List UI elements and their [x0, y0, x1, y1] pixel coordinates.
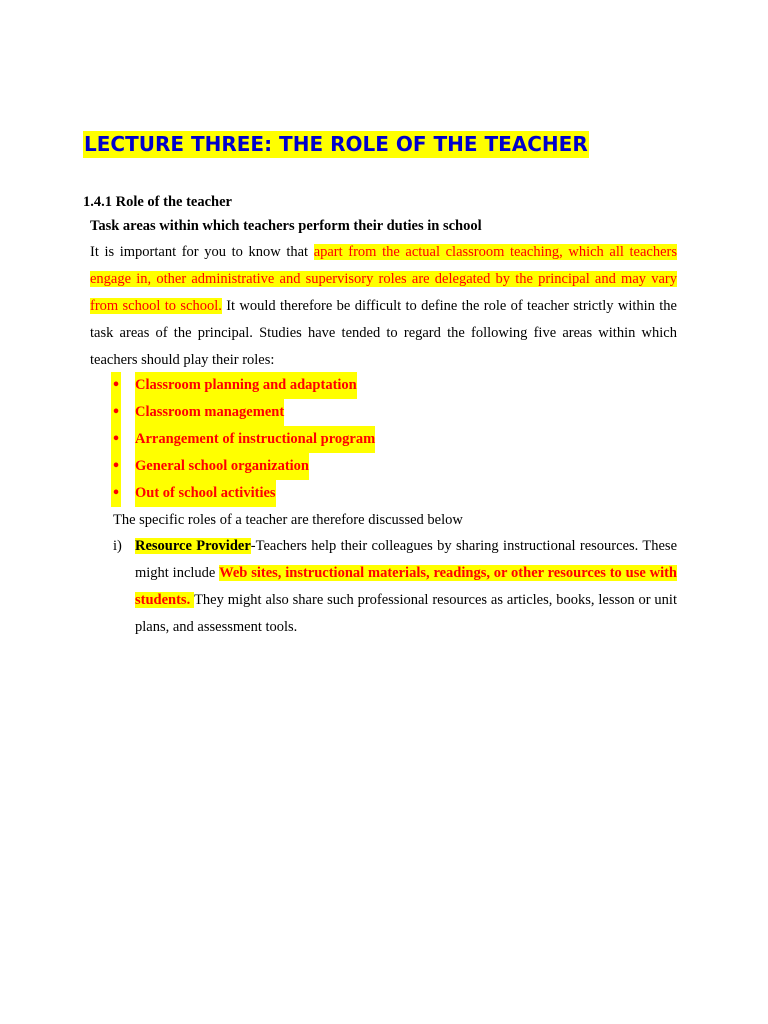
- lecture-title: LECTURE THREE: THE ROLE OF THE TEACHER: [84, 132, 588, 156]
- intro-text-start: It is important for you to know that: [90, 244, 314, 260]
- list-item-text: General school organization: [135, 453, 309, 480]
- bullet-icon: •: [111, 399, 121, 426]
- role-paragraph: [135, 533, 677, 641]
- role-highlighted-text: Web sites, instructional materials, readings, or other resources to use with students.: [135, 565, 677, 608]
- bullet-icon: •: [111, 372, 121, 399]
- role-text-start: -Teachers help their colleagues by sharing instructional resources. These might include: [135, 538, 677, 581]
- specific-roles-intro: The specific roles of a teacher are therefore discussed below: [113, 512, 463, 528]
- bullet-icon: •: [111, 480, 121, 507]
- list-item-text: Arrangement of instructional program: [135, 426, 375, 453]
- role-term: Resource Provider: [135, 538, 251, 554]
- section-heading: 1.4.1 Role of the teacher: [83, 194, 232, 210]
- bullet-icon: •: [111, 453, 121, 480]
- sub-heading: Task areas within which teachers perform their duties in school: [90, 218, 482, 234]
- intro-highlighted-text: apart from the actual classroom teaching, which all teachers engage in, other administrative and supervisory roles are delegated by the principal and may vary from school to school.: [90, 244, 678, 314]
- intro-text-end: It would therefore be difficult to define the role of teacher strictly within the task areas of the principal. Studies have tended to regard the following five areas within which teachers should play their roles:: [90, 298, 677, 368]
- list-item-text: Classroom management: [135, 399, 284, 426]
- role-marker: i): [113, 538, 122, 554]
- list-item-text: Out of school activities: [135, 480, 276, 507]
- role-text-end: They might also share such professional resources as articles, books, lesson or unit plans, and assessment tools.: [135, 592, 677, 635]
- list-item-text: Classroom planning and adaptation: [135, 372, 357, 399]
- bullet-icon: •: [111, 426, 121, 453]
- intro-paragraph: [90, 239, 677, 374]
